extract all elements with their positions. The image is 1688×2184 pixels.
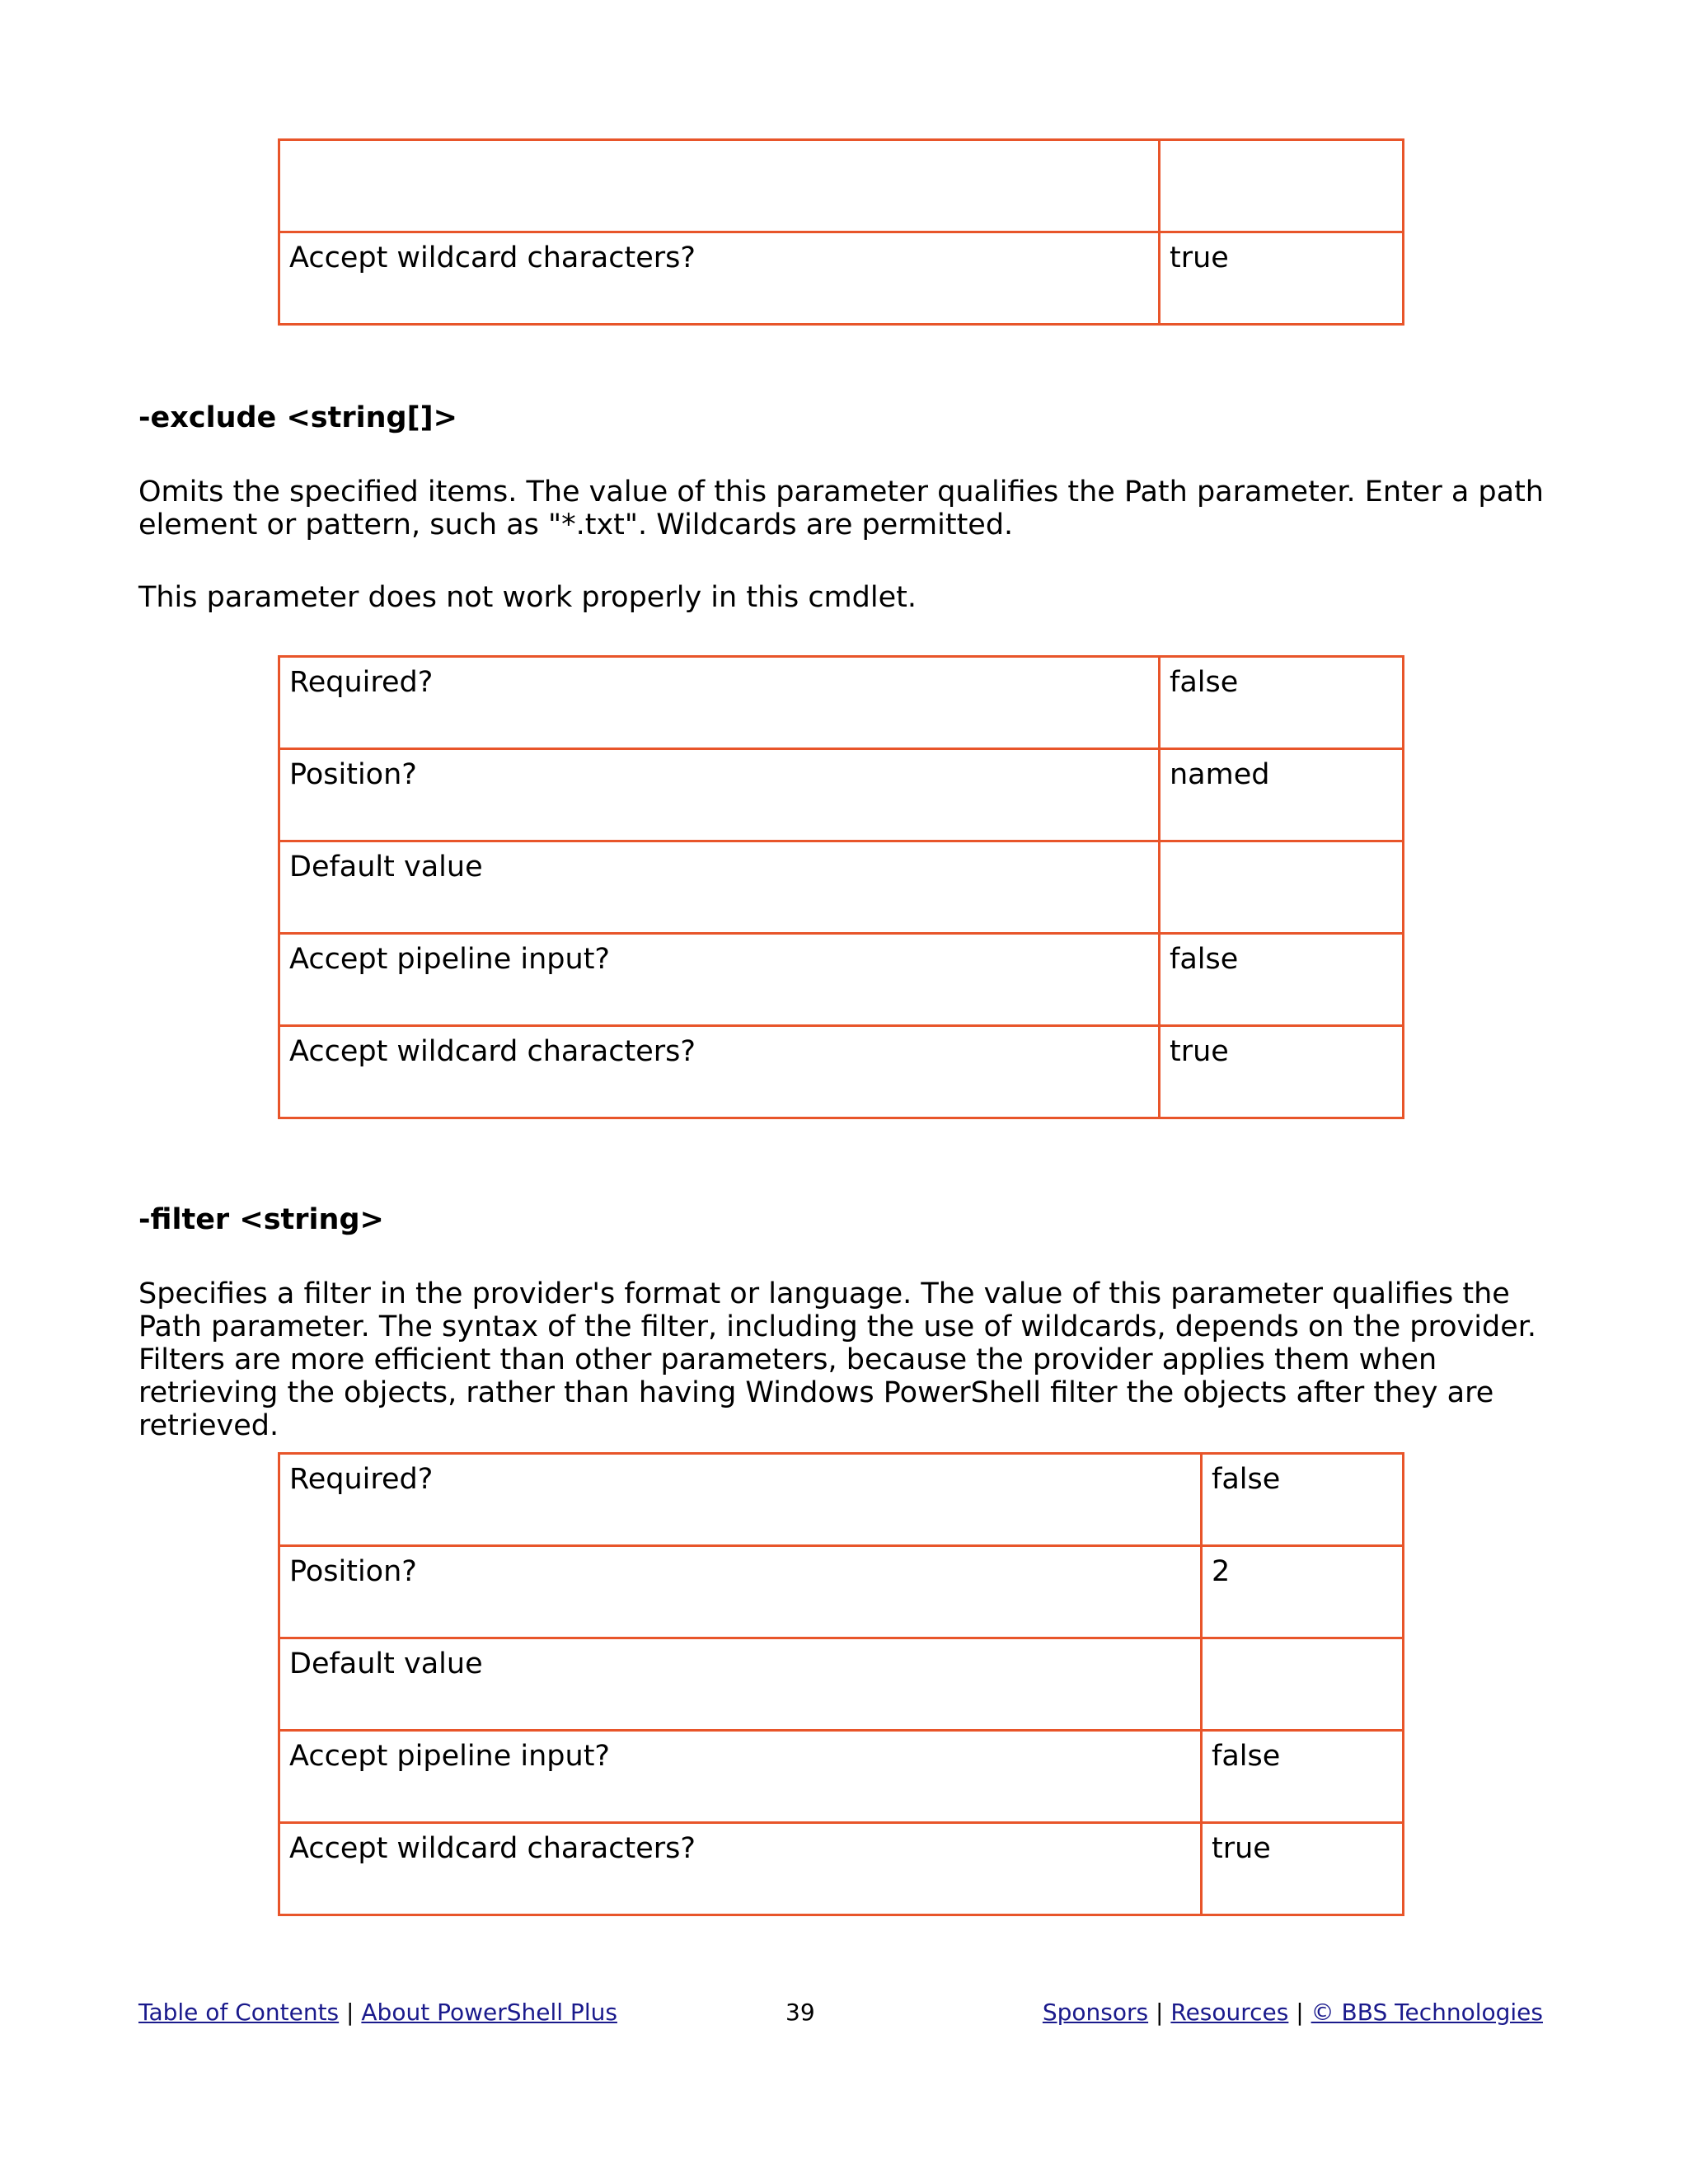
param-value-cell: false	[1160, 934, 1404, 1026]
param-label-cell	[279, 140, 1160, 232]
table-row	[279, 841, 1404, 934]
table-row	[279, 232, 1404, 325]
footer-right-links	[1043, 1998, 1543, 2027]
param-value-cell	[1160, 841, 1404, 934]
param-label-cell: Required?	[279, 1454, 1202, 1546]
param-value-cell: false	[1202, 1731, 1404, 1823]
copyright-link[interactable]: © BBS Technologies	[1311, 1999, 1543, 2026]
param-label-cell: Required?	[279, 657, 1160, 749]
param-value-cell: false	[1160, 657, 1404, 749]
param-label-cell: Default value	[279, 1638, 1202, 1731]
param-value-cell	[1160, 140, 1404, 232]
exclude-description: Omits the specified items. The value of this parameter qualifies the Path parameter. Enter a path element or pattern, such as "*.txt". Wildcards are permitted.	[138, 476, 1544, 541]
footer-separator: |	[1296, 1999, 1304, 2026]
exclude-note: This parameter does not work properly in this cmdlet.	[138, 581, 917, 614]
footer-left-links	[138, 1998, 617, 2027]
table-row	[279, 1731, 1404, 1823]
param-value-cell	[1202, 1638, 1404, 1731]
filter-parameter-table	[278, 1452, 1404, 1916]
table-row	[279, 1454, 1404, 1546]
table-row	[279, 657, 1404, 749]
param-value-cell: 2	[1202, 1546, 1404, 1638]
param-value-cell: true	[1160, 1026, 1404, 1118]
table-row	[279, 1026, 1404, 1118]
param-label-cell: Accept pipeline input?	[279, 1731, 1202, 1823]
param-label-cell: Default value	[279, 841, 1160, 934]
table-row	[279, 1546, 1404, 1638]
param-label-cell: Accept wildcard characters?	[279, 1026, 1160, 1118]
table-row	[279, 934, 1404, 1026]
filter-description: Specifies a filter in the provider's format or language. The value of this parameter qualifies the Path parameter. The syntax of the filter, including the use of wildcards, depends on the provider. Filters are more efficient than other parameters, because the provider applies them when retrieving the objects, rather than having Windows PowerShell filter the objects after they are retrieved.	[138, 1277, 1537, 1442]
parameter-table-continued	[278, 138, 1404, 326]
table-row	[279, 1638, 1404, 1731]
param-label-cell: Accept wildcard characters?	[279, 232, 1160, 325]
about-powershell-plus-link[interactable]: About PowerShell Plus	[361, 1999, 617, 2026]
param-value-cell: named	[1160, 749, 1404, 841]
table-of-contents-link[interactable]: Table of Contents	[138, 1999, 340, 2026]
param-value-cell: true	[1202, 1823, 1404, 1915]
footer-separator: |	[346, 1999, 354, 2026]
param-value-cell: true	[1160, 232, 1404, 325]
exclude-heading: -exclude <string[]>	[138, 401, 457, 434]
param-label-cell: Accept pipeline input?	[279, 934, 1160, 1026]
footer-separator: |	[1156, 1999, 1164, 2026]
param-label-cell: Position?	[279, 1546, 1202, 1638]
exclude-parameter-table	[278, 655, 1404, 1119]
sponsors-link[interactable]: Sponsors	[1042, 1999, 1149, 2026]
page-footer	[138, 1998, 1543, 2031]
table-row	[279, 1823, 1404, 1915]
param-label-cell: Position?	[279, 749, 1160, 841]
param-value-cell: false	[1202, 1454, 1404, 1546]
resources-link[interactable]: Resources	[1170, 1999, 1289, 2026]
param-label-cell: Accept wildcard characters?	[279, 1823, 1202, 1915]
table-row	[279, 749, 1404, 841]
filter-heading: -filter <string>	[138, 1203, 384, 1236]
table-row	[279, 140, 1404, 232]
page-number: 39	[785, 1999, 815, 2026]
